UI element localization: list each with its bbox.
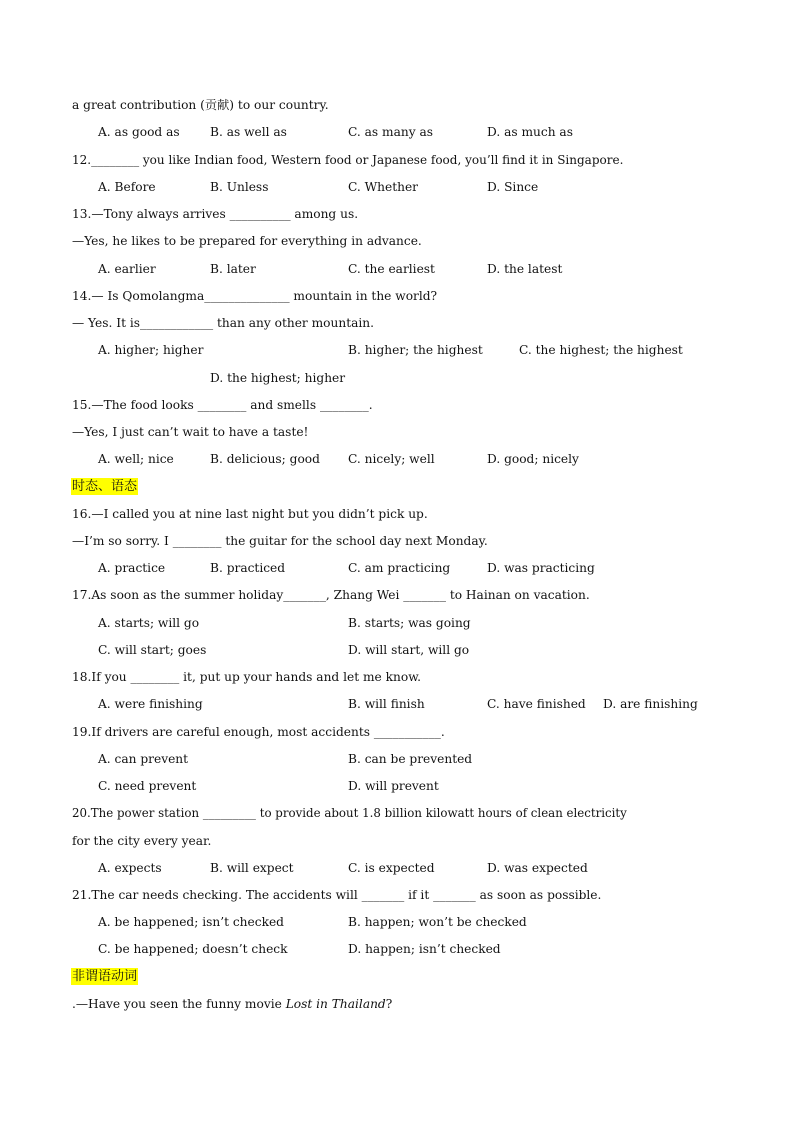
option-c: C. need prevent xyxy=(98,779,197,793)
question-15: 15.—The food looks ________ and smells ________. xyxy=(72,398,373,412)
question-22 xyxy=(72,996,392,1012)
option-b: B. will expect xyxy=(210,861,294,875)
section-heading-tense-voice: 时态、语态 xyxy=(72,479,138,494)
option-b: B. happen; won’t be checked xyxy=(348,915,527,929)
question-mark: ? xyxy=(385,997,393,1011)
option-d: D. will prevent xyxy=(348,779,439,793)
option-a: A. as good as xyxy=(98,125,180,139)
section-heading-non-finite-verbs: 非谓语动词 xyxy=(72,969,138,984)
option-a: A. were finishing xyxy=(98,697,203,711)
option-c: C. is expected xyxy=(348,861,435,875)
option-a: A. starts; will go xyxy=(98,616,200,630)
option-c: C. as many as xyxy=(348,125,433,139)
option-b: B. higher; the highest xyxy=(348,343,483,357)
option-d: D. was expected xyxy=(487,861,588,875)
option-c: C. Whether xyxy=(348,180,419,194)
option-d: D. good; nicely xyxy=(487,452,579,466)
option-a: A. well; nice xyxy=(98,452,174,466)
option-d: D. are finishing xyxy=(603,697,698,711)
option-d: D. as much as xyxy=(487,125,573,139)
option-d: D. the latest xyxy=(487,262,563,276)
question-22-text: .—Have you seen the funny movie xyxy=(72,997,286,1011)
option-d: D. the highest; higher xyxy=(210,371,346,385)
option-c: C. will start; goes xyxy=(98,643,207,657)
question-13-response: —Yes, he likes to be prepared for everything in advance. xyxy=(72,234,422,248)
option-c: C. the earliest xyxy=(348,262,435,276)
option-b: B. delicious; good xyxy=(210,452,320,466)
question-16: 16.—I called you at nine last night but you didn’t pick up. xyxy=(72,507,428,521)
option-d: D. was practicing xyxy=(487,561,595,575)
option-d: D. happen; isn’t checked xyxy=(348,942,501,956)
option-b: B. starts; was going xyxy=(348,616,471,630)
option-b: B. later xyxy=(210,262,256,276)
option-b: B. as well as xyxy=(210,125,287,139)
option-d: D. Since xyxy=(487,180,539,194)
option-a: A. earlier xyxy=(98,262,156,276)
option-a: A. Before xyxy=(98,180,156,194)
question-14-response: — Yes. It is____________ than any other mountain. xyxy=(72,316,374,330)
question-16-response: —I’m so sorry. I ________ the guitar for the school day next Monday. xyxy=(72,534,488,548)
option-a: A. higher; higher xyxy=(98,343,204,357)
movie-title: Lost in Thailand xyxy=(285,997,386,1011)
question-18: 18.If you ________ it, put up your hands and let me know. xyxy=(72,670,422,684)
option-c: C. the highest; the highest xyxy=(519,343,683,357)
question-20-continued: for the city every year. xyxy=(72,834,212,848)
question-text: a great contribution (贡献) to our country. xyxy=(72,98,329,112)
option-a: A. practice xyxy=(98,561,166,575)
option-b: B. will finish xyxy=(348,697,425,711)
option-a: A. expects xyxy=(98,861,162,875)
question-13: 13.—Tony always arrives __________ among us. xyxy=(72,207,359,221)
question-20: 20.The power station _________ to provide about 1.8 billion kilowatt hours of clean electricity xyxy=(72,806,627,820)
question-21: 21.The car needs checking. The accidents will _______ if it _______ as soon as possible. xyxy=(72,888,602,902)
option-b: B. can be prevented xyxy=(348,752,473,766)
question-17: 17.As soon as the summer holiday_______, Zhang Wei _______ to Hainan on vacation. xyxy=(72,588,590,602)
option-b: B. practiced xyxy=(210,561,286,575)
option-a: A. can prevent xyxy=(98,752,189,766)
option-d: D. will start, will go xyxy=(348,643,470,657)
option-b: B. Unless xyxy=(210,180,269,194)
question-14: 14.— Is Qomolangma______________ mountain in the world? xyxy=(72,289,438,303)
option-c: C. have finished xyxy=(487,697,586,711)
option-c: C. am practicing xyxy=(348,561,451,575)
option-c: C. be happened; doesn’t check xyxy=(98,942,288,956)
question-12: 12.________ you like Indian food, Western food or Japanese food, you’ll find it in Singapore. xyxy=(72,153,624,167)
question-19: 19.If drivers are careful enough, most accidents ___________. xyxy=(72,725,445,739)
question-15-response: —Yes, I just can’t wait to have a taste! xyxy=(72,425,309,439)
option-a: A. be happened; isn’t checked xyxy=(98,915,284,929)
option-c: C. nicely; well xyxy=(348,452,435,466)
